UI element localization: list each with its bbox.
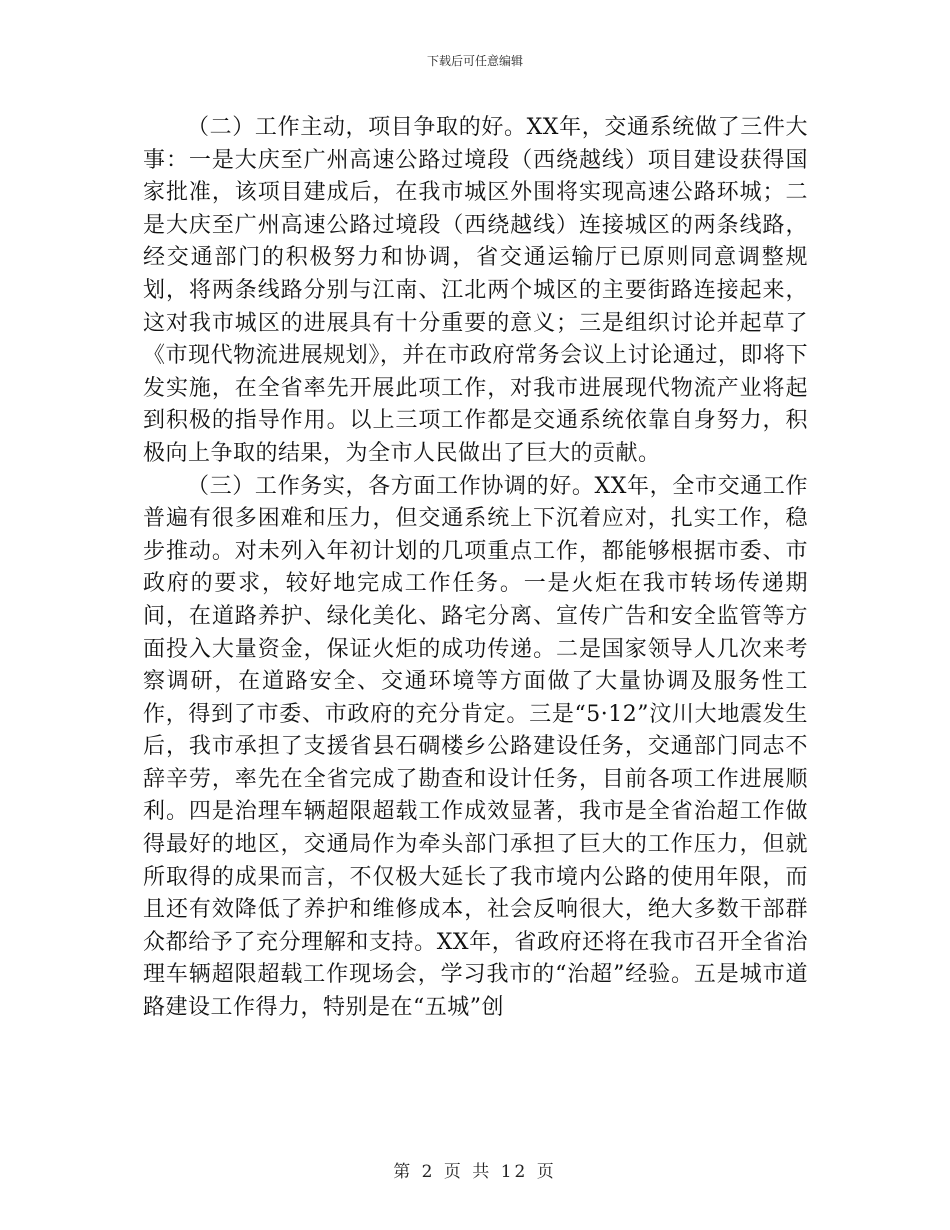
page-number: 第 2 页 共 12 页 — [393, 1162, 557, 1182]
page-header-note: 下载后可任意编辑 — [426, 54, 523, 68]
paragraph-3: （三）工作务实，各方面工作协调的好。XX年，全市交通工作普遍有很多困难和压力，但交通系统上下沉着应对，扎实工作，稳步推动。对未列入年初计划的几项重点工作，都能够根据市委、市政府的要求，较好地完成工作任务。一是火炬在我市转场传递期间，在道路养护、绿化美化、路宅分离、宣传广告和安全监管等方面投入大量资金，保证火炬的成功传递。二是国家领导人几次来考察调研，在道路安全、交通环境等方面做了大量协调及服务性工作，得到了市委、市政府的充分肯定。三是“5·12”汶川大地震发生后，我市承担了支援省县石碉楼乡公路建设任务，交通部门同志不辞辛劳，率先在全省完成了勘查和设计任务，目前各项工作进展顺利。四是治理车辆超限超载工作成效显著，我市是全省治超工作做得最好的地区，交通局作为牵头部门承担了巨大的工作压力，但就所取得的成果而言，不仅极大延长了我市境内公路的使用年限，而且还有效降低了养护和维修成本，社会反响很大，绝大多数干部群众都给予了充分理解和支持。XX年，省政府还将在我市召开全省治理车辆超限超载工作现场会，学习我市的“治超”经验。五是城市道路建设工作得力，特别是在“五城”创 — [143, 473, 808, 1021]
paragraph-2: （二）工作主动，项目争取的好。XX年，交通系统做了三件大事：一是大庆至广州高速公路过境段（西绕越线）项目建设获得国家批准，该项目建成后，在我市城区外围将实现高速公路环城；二是大庆至广州高速公路过境段（西绕越线）连接城区的两条线路，经交通部门的积极努力和协调，省交通运输厅已原则同意调整规划，将两条线路分别与江南、江北两个城区的主要街路连接起来，这对我市城区的进展具有十分重要的意义；三是组织讨论并起草了《市现代物流进展规划》，并在市政府常务会议上讨论通过，即将下发实施，在全省率先开展此项工作，对我市进展现代物流产业将起到积极的指导作用。以上三项工作都是交通系统依靠自身努力，积极向上争取的结果，为全市人民做出了巨大的贡献。 — [143, 115, 808, 466]
document-body — [143, 112, 808, 1025]
